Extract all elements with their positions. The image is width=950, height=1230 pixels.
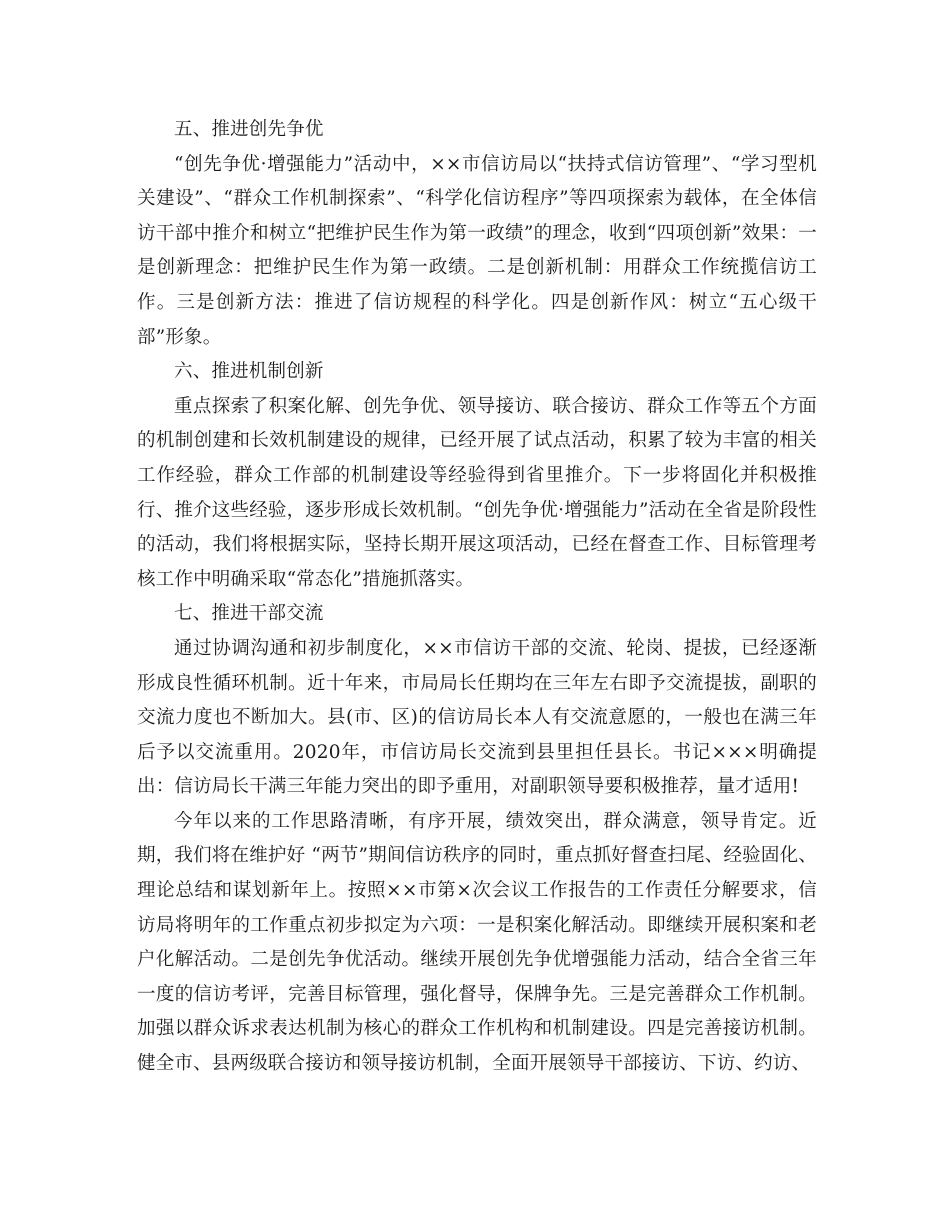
document-body xyxy=(137,113,817,1082)
paragraph-section-5: “创先争优·增强能力”活动中，××市信访局以“扶持式信访管理”、“学习型机关建设”、“群众工作机制探索”、“科学化信访程序”等四项探索为载体，在全体信访干部中推介和树立“把维护民生作为第一政绩”的理念，收到“四项创新”效果：一是创新理念：把维护民生作为第一政绩。二是创新机制：用群众工作统揽信访工作。三是创新方法：推进了信访规程的科学化。四是创新作风：树立“五心级干部”形象。 xyxy=(137,153,817,348)
section-heading-7: 七、推进干部交流 xyxy=(174,603,324,625)
section-heading-6: 六、推进机制创新 xyxy=(174,361,324,383)
section-heading-5: 五、推进创先争优 xyxy=(174,119,324,140)
paragraph-section-7: 通过协调沟通和初步制度化，××市信访干部的交流、轮岗、提拔，已经逐渐形成良性循环机制。近十年来，市局局长任期均在三年左右即予交流提拔，副职的交流力度也不断加大。县(市、区)的信访局长本人有交流意愿的，一般也在满三年后予以交流重用。2020年，市信访局长交流到县里担任县长。书记×××明确提出：信访局长干满三年能力突出的即予重用，对副职领导要积极推荐，量才适用! xyxy=(137,637,817,798)
paragraph-work-plan: 今年以来的工作思路清晰，有序开展，绩效突出，群众满意，领导肯定。近期，我们将在维护好 “两节”期间信访秩序的同时，重点抓好督查扫尾、经验固化、理论总结和谋划新年上。按照××市第×次会议工作报告的工作责任分解要求，信访局将明年的工作重点初步拟定为六项：一是积案化解活动。即继续开展积案和老户化解活动。二是创先争优活动。继续开展创先争优增强能力活动，结合全省三年一度的信访考评，完善目标管理，强化督导，保牌争先。三是完善群众工作机制。加强以群众诉求表达机制为核心的群众工作机构和机制建设。四是完善接访机制。健全市、县两级联合接访和领导接访机制，全面开展领导干部接访、下访、约访、 xyxy=(137,810,817,1075)
paragraph-section-6: 重点探索了积案化解、创先争优、领导接访、联合接访、群众工作等五个方面的机制创建和长效机制建设的规律，已经开展了试点活动，积累了较为丰富的相关工作经验，群众工作部的机制建设等经验得到省里推介。下一步将固化并积极推行、推介这些经验，逐步形成长效机制。“创先争优·增强能力”活动在全省是阶段性的活动，我们将根据实际，坚持长期开展这项活动，已经在督查工作、目标管理考核工作中明确采取“常态化”措施抓落实。 xyxy=(137,395,817,590)
